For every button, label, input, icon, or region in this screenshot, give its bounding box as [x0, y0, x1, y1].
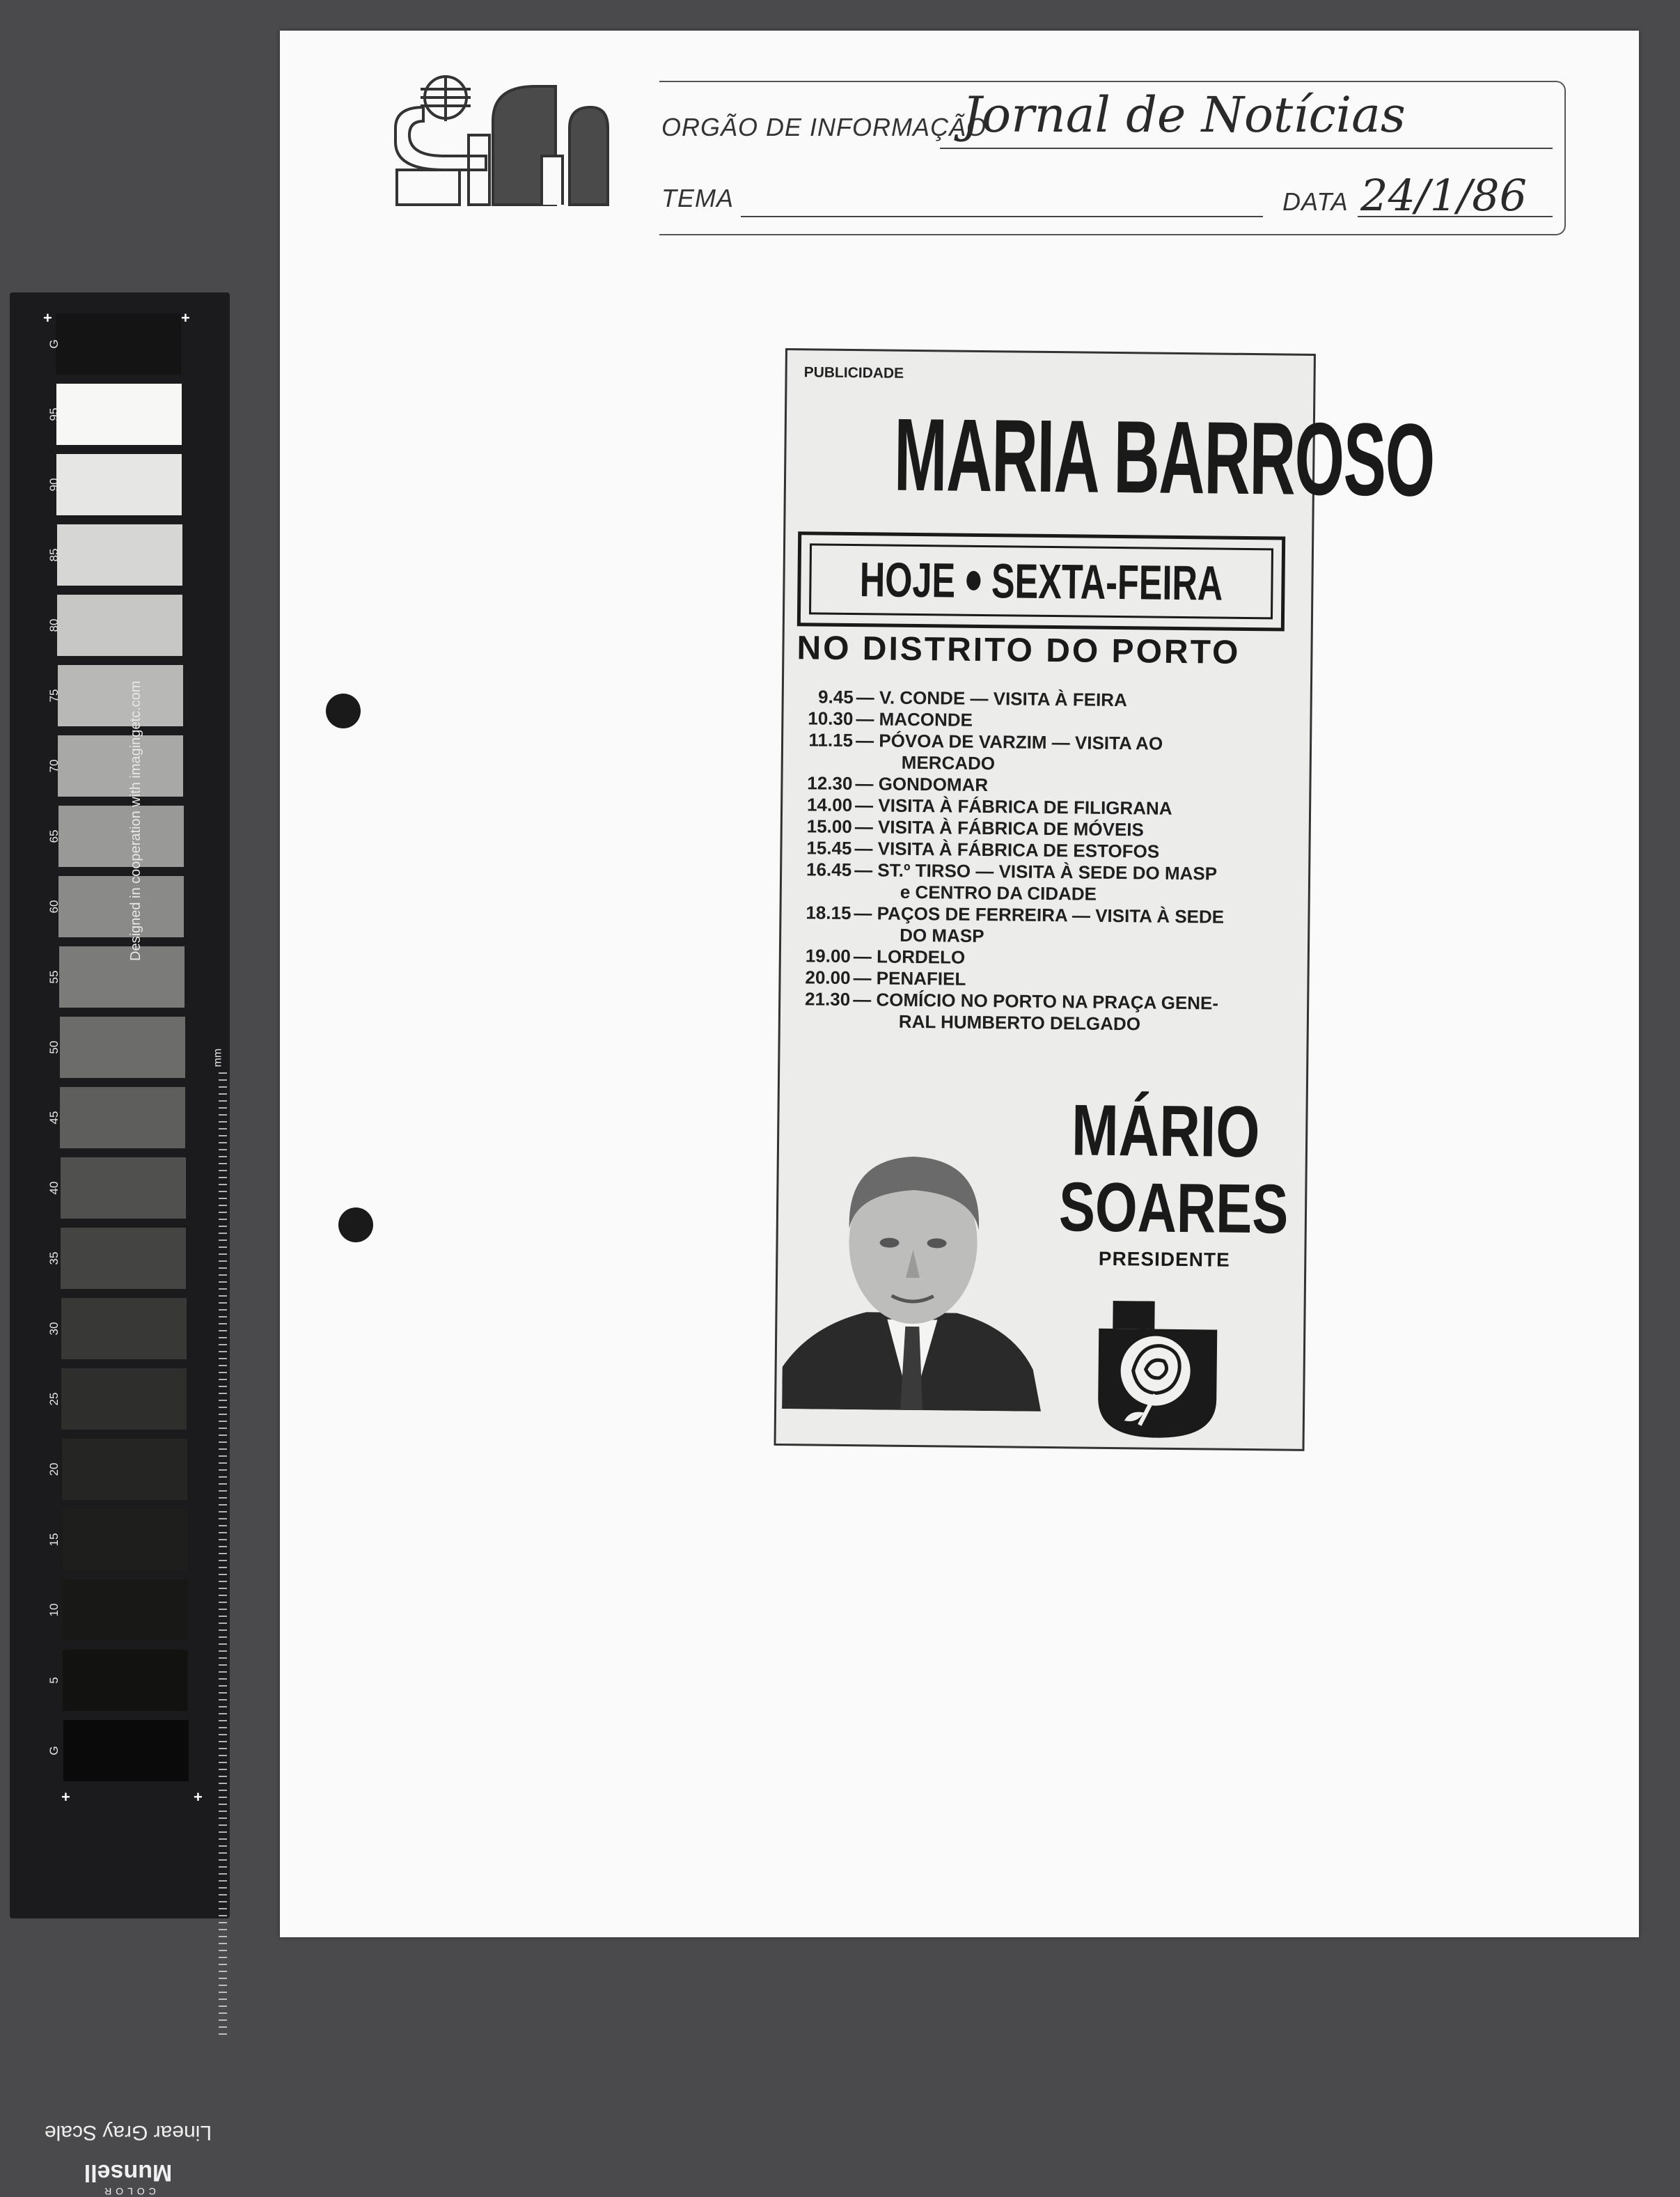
rose-emblem-icon: [1091, 1301, 1225, 1441]
gray-patch: [58, 806, 184, 867]
gray-patch: [58, 735, 183, 797]
gray-patch: [63, 1650, 188, 1711]
district-heading: NO DISTRITO DO PORTO: [796, 630, 1241, 671]
gray-patch: [57, 524, 182, 586]
card-credit: Designed in cooperation with imagingetc.com: [128, 680, 143, 961]
gray-patch-label: 45: [47, 1111, 61, 1125]
archive-sheet: [280, 31, 1639, 1937]
gray-patch: [58, 665, 183, 726]
gray-patch-label: 40: [47, 1181, 61, 1195]
schedule-time: 16.45: [806, 859, 852, 881]
gray-patch: [62, 1509, 187, 1570]
card-brand: [52, 2159, 205, 2197]
gray-patch: [57, 595, 182, 656]
gray-patch-label: 30: [47, 1322, 61, 1336]
headline: MARIA BARROSO: [893, 397, 1435, 518]
schedule-time: 15.00: [806, 815, 852, 838]
clipping-tag: PUBLICIDADE: [803, 364, 904, 382]
candidate-last-name: SOARES: [1058, 1168, 1289, 1249]
schedule-time: 14.00: [806, 794, 853, 816]
gray-patch-label: 60: [47, 900, 61, 914]
date-box: [797, 531, 1285, 631]
schedule-desc: MERCADO: [901, 751, 996, 774]
schedule-desc: — MACONDE: [856, 708, 973, 730]
gray-patch-label: G: [47, 1746, 61, 1756]
gray-patch-label: 90: [47, 478, 61, 492]
orgao-handwritten: Jornal de Notícias: [962, 86, 1406, 143]
tema-line: [741, 216, 1263, 217]
gray-patch: [58, 876, 184, 937]
gray-patch: [60, 1017, 185, 1078]
gray-patch-label: 95: [47, 407, 61, 421]
plus-mark: +: [194, 1788, 203, 1806]
schedule-time: 9.45: [817, 686, 854, 708]
data-handwritten: 24/1/86: [1360, 170, 1528, 221]
gray-patch-label: 35: [47, 1251, 61, 1265]
schedule-desc: — PÓVOA DE VARZIM — VISITA AO: [855, 730, 1163, 754]
mm-ruler: [219, 1072, 227, 2040]
brand-name: Munsell: [84, 2159, 173, 2186]
tema-label: TEMA: [661, 184, 735, 212]
candidate-name: [1028, 1091, 1302, 1272]
institution-logo: [382, 65, 618, 215]
schedule-time: 21.30: [804, 988, 851, 1010]
gray-patch-label: 85: [47, 548, 61, 562]
candidate-first-name: MÁRIO: [1071, 1090, 1261, 1173]
newspaper-clipping: [774, 348, 1435, 1451]
schedule-list: [787, 686, 1299, 1037]
gray-patch-label: 75: [47, 689, 61, 703]
gray-patch-label: 25: [47, 1392, 61, 1406]
gray-scale-card: [10, 292, 230, 2197]
gray-patch: [56, 313, 181, 375]
schedule-time: 10.30: [808, 707, 854, 730]
schedule-time: 11.15: [808, 729, 854, 751]
gray-patch-label: 65: [47, 829, 61, 843]
data-label: DATA: [1282, 187, 1349, 216]
gray-patch: [62, 1439, 187, 1500]
bullet-dot: [966, 571, 980, 591]
schedule-time: 12.30: [807, 772, 853, 795]
gray-patch-label: 10: [47, 1603, 61, 1617]
date-text: [859, 552, 1223, 611]
schedule-desc: — PAÇOS DE FERREIRA — VISITA À SEDE: [854, 902, 1225, 928]
gray-patch: [60, 1087, 185, 1148]
gray-patch-label: 70: [47, 759, 61, 773]
gray-patch-label: G: [47, 339, 61, 349]
orgao-line: [940, 148, 1553, 149]
mm-label: mm: [212, 1048, 224, 1068]
punch-hole: [338, 1207, 373, 1242]
card-title: Linear Gray Scale: [44, 2121, 212, 2144]
schedule-desc: — PENAFIEL: [853, 967, 966, 990]
schedule-time: 18.15: [806, 902, 851, 924]
candidate-role: PRESIDENTE: [1098, 1247, 1230, 1271]
schedule-desc: — VISITA À FÁBRICA DE ESTOFOS: [854, 838, 1160, 862]
orgao-label: ORGÃO DE INFORMAÇÃO: [661, 113, 987, 141]
schedule-time: 19.00: [805, 945, 851, 967]
gray-patch: [63, 1720, 189, 1781]
plus-mark: +: [181, 309, 190, 327]
schedule-time: 15.45: [806, 837, 852, 859]
candidate-portrait: [782, 1116, 1044, 1412]
gray-patch-label: 80: [47, 618, 61, 632]
plus-mark: +: [43, 309, 52, 327]
gray-patch: [63, 1579, 188, 1641]
schedule-desc: — ST.º TIRSO — VISITA À SEDE DO MASP: [854, 859, 1218, 884]
schedule-desc: — VISITA À FÁBRICA DE MÓVEIS: [854, 816, 1145, 841]
hoje-word: HOJE: [859, 552, 956, 608]
gray-patch: [61, 1228, 186, 1289]
date-box-inner: [809, 543, 1273, 619]
schedule-desc: e CENTRO DA CIDADE: [900, 881, 1097, 905]
gray-patch: [61, 1298, 187, 1359]
gray-patch: [56, 384, 182, 445]
schedule-time: 20.00: [805, 967, 851, 989]
schedule-desc: — VISITA À FÁBRICA DE FILIGRANA: [854, 795, 1172, 819]
plus-mark: +: [61, 1788, 70, 1806]
gray-patch-label: 15: [47, 1533, 61, 1547]
gray-patch: [61, 1157, 186, 1219]
weekday-word: SEXTA-FEIRA: [991, 554, 1223, 611]
gray-patch-label: 55: [47, 970, 61, 984]
gray-patch: [56, 454, 182, 515]
schedule-desc: — V. CONDE — VISITA À FEIRA: [856, 687, 1127, 711]
schedule-desc: DO MASP: [900, 924, 984, 947]
gray-patch: [61, 1368, 187, 1430]
punch-hole: [326, 694, 361, 728]
schedule-desc: — GONDOMAR: [855, 773, 989, 796]
schedule-desc: — LORDELO: [853, 946, 966, 968]
schedule-desc: RAL HUMBERTO DELGADO: [898, 1010, 1141, 1035]
gray-patch-label: 50: [47, 1040, 61, 1054]
gray-patch: [59, 946, 185, 1008]
schedule-row: [787, 1010, 1296, 1037]
gray-patch-label: 5: [47, 1677, 61, 1684]
schedule-desc: — COMÍCIO NO PORTO NA PRAÇA GENE-: [853, 989, 1219, 1014]
brand-sub: COLOR: [100, 2186, 156, 2197]
gray-patch-label: 20: [47, 1462, 61, 1476]
